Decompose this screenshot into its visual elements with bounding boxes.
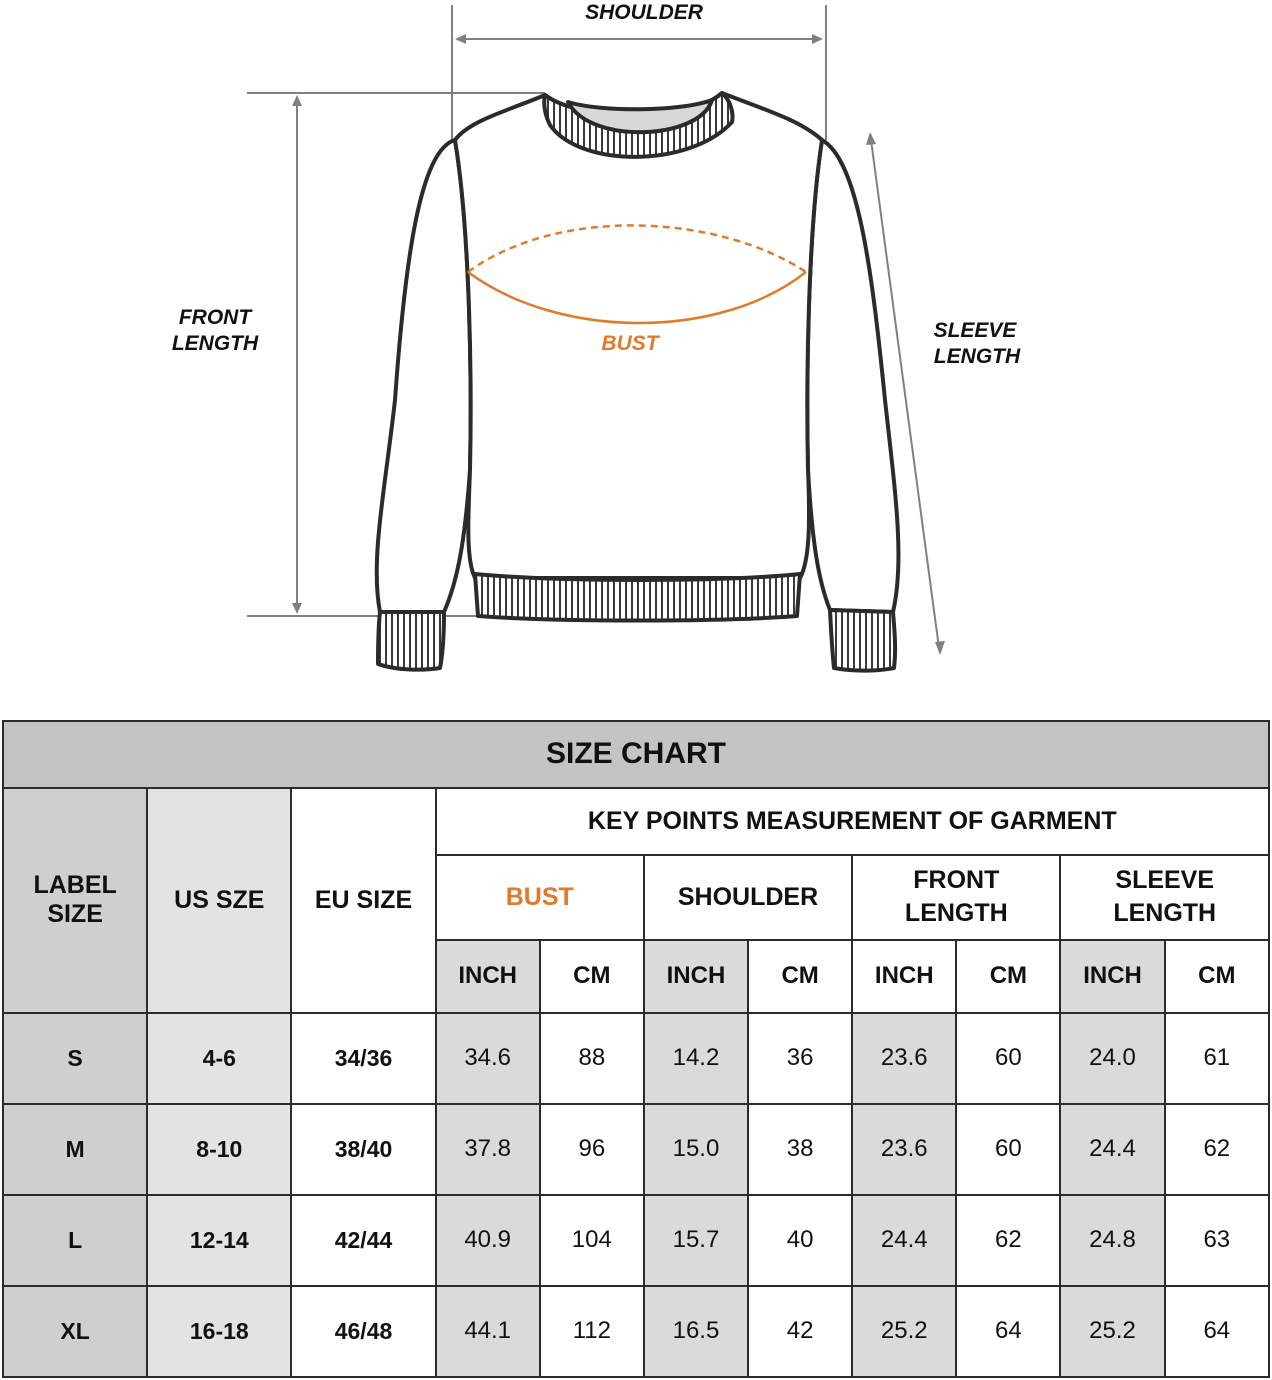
shoulder-cm-cell: 42 — [748, 1286, 852, 1377]
front-length-header-line1: FRONT — [913, 866, 1000, 895]
bust-inch-cell: 40.9 — [436, 1195, 540, 1286]
sleeve-inch-header: INCH — [1060, 940, 1164, 1013]
label-size-cell: M — [3, 1104, 147, 1195]
bust-cm-header: CM — [540, 940, 644, 1013]
front-length-label-line2: LENGTH — [171, 332, 259, 355]
bust-cm-cell: 104 — [540, 1195, 644, 1286]
bust-label: BUST — [601, 332, 659, 355]
front-cm-cell: 62 — [956, 1195, 1060, 1286]
left-cuff — [378, 612, 444, 670]
front-inch-header: INCH — [852, 940, 956, 1013]
front-cm-header: CM — [956, 940, 1060, 1013]
sleeve-cm-cell: 64 — [1165, 1286, 1269, 1377]
label-size-header-line1: LABEL — [33, 871, 117, 900]
sleeve-cm-cell: 61 — [1165, 1013, 1269, 1104]
sleeve-length-header-line1: SLEEVE — [1115, 866, 1215, 895]
front-cm-cell: 64 — [956, 1286, 1060, 1377]
sleeve-length-label-line2: LENGTH — [933, 345, 1021, 368]
front-inch-cell: 25.2 — [852, 1286, 956, 1377]
front-inch-cell: 24.4 — [852, 1195, 956, 1286]
front-inch-cell: 23.6 — [852, 1104, 956, 1195]
sleeve-inch-cell: 24.8 — [1060, 1195, 1164, 1286]
bust-cm-cell: 112 — [540, 1286, 644, 1377]
sweater-outline — [377, 93, 899, 671]
right-sleeve — [807, 140, 898, 612]
shoulder-label: SHOULDER — [585, 1, 703, 24]
shoulder-inch-cell: 14.2 — [644, 1013, 748, 1104]
front-length-label-line1: FRONT — [178, 306, 252, 329]
label-size-header — [3, 788, 147, 1013]
sleeve-length-label-line1: SLEEVE — [933, 319, 1017, 342]
table-row — [3, 1286, 1269, 1377]
table-row — [3, 1195, 1269, 1286]
shoulder-cm-header: CM — [748, 940, 852, 1013]
bust-cm-cell: 88 — [540, 1013, 644, 1104]
bust-inch-cell: 34.6 — [436, 1013, 540, 1104]
front-length-header — [852, 855, 1060, 940]
table-row — [3, 1013, 1269, 1104]
sleeve-length-header-line2: LENGTH — [1113, 899, 1217, 928]
sleeve-length-header — [1060, 855, 1269, 940]
table-row — [3, 1104, 1269, 1195]
shoulder-inch-cell: 16.5 — [644, 1286, 748, 1377]
eu-size-cell: 34/36 — [291, 1013, 435, 1104]
bust-inch-cell: 37.8 — [436, 1104, 540, 1195]
key-points-header: KEY POINTS MEASUREMENT OF GARMENT — [436, 788, 1269, 855]
size-chart-table — [2, 720, 1270, 1378]
size-chart-title: SIZE CHART — [3, 721, 1269, 788]
left-sleeve — [377, 140, 471, 612]
right-cuff — [830, 610, 895, 671]
eu-size-cell: 46/48 — [291, 1286, 435, 1377]
us-size-cell: 4-6 — [147, 1013, 291, 1104]
front-length-header-line2: LENGTH — [904, 899, 1008, 928]
sleeve-cm-cell: 63 — [1165, 1195, 1269, 1286]
label-size-header-line2: SIZE — [47, 900, 103, 929]
front-cm-cell: 60 — [956, 1104, 1060, 1195]
shoulder-header: SHOULDER — [644, 855, 852, 940]
bust-inch-header: INCH — [436, 940, 540, 1013]
bust-header: BUST — [436, 855, 644, 940]
label-size-cell: L — [3, 1195, 147, 1286]
bust-inch-cell: 44.1 — [436, 1286, 540, 1377]
eu-size-cell: 42/44 — [291, 1195, 435, 1286]
eu-size-header: EU SIZE — [291, 788, 435, 1013]
us-size-header: US SZE — [147, 788, 291, 1013]
shoulder-inch-header: INCH — [644, 940, 748, 1013]
sleeve-inch-cell: 24.4 — [1060, 1104, 1164, 1195]
front-inch-cell: 23.6 — [852, 1013, 956, 1104]
label-size-cell: XL — [3, 1286, 147, 1377]
shoulder-inch-cell: 15.7 — [644, 1195, 748, 1286]
front-cm-cell: 60 — [956, 1013, 1060, 1104]
shoulder-inch-cell: 15.0 — [644, 1104, 748, 1195]
sleeve-cm-header: CM — [1165, 940, 1269, 1013]
sleeve-inch-cell: 25.2 — [1060, 1286, 1164, 1377]
label-size-cell: S — [3, 1013, 147, 1104]
shoulder-cm-cell: 38 — [748, 1104, 852, 1195]
sleeve-inch-cell: 24.0 — [1060, 1013, 1164, 1104]
us-size-cell: 8-10 — [147, 1104, 291, 1195]
eu-size-cell: 38/40 — [291, 1104, 435, 1195]
sleeve-cm-cell: 62 — [1165, 1104, 1269, 1195]
bust-cm-cell: 96 — [540, 1104, 644, 1195]
shoulder-cm-cell: 36 — [748, 1013, 852, 1104]
hem-rib — [475, 574, 800, 621]
us-size-cell: 16-18 — [147, 1286, 291, 1377]
us-size-cell: 12-14 — [147, 1195, 291, 1286]
shoulder-cm-cell: 40 — [748, 1195, 852, 1286]
